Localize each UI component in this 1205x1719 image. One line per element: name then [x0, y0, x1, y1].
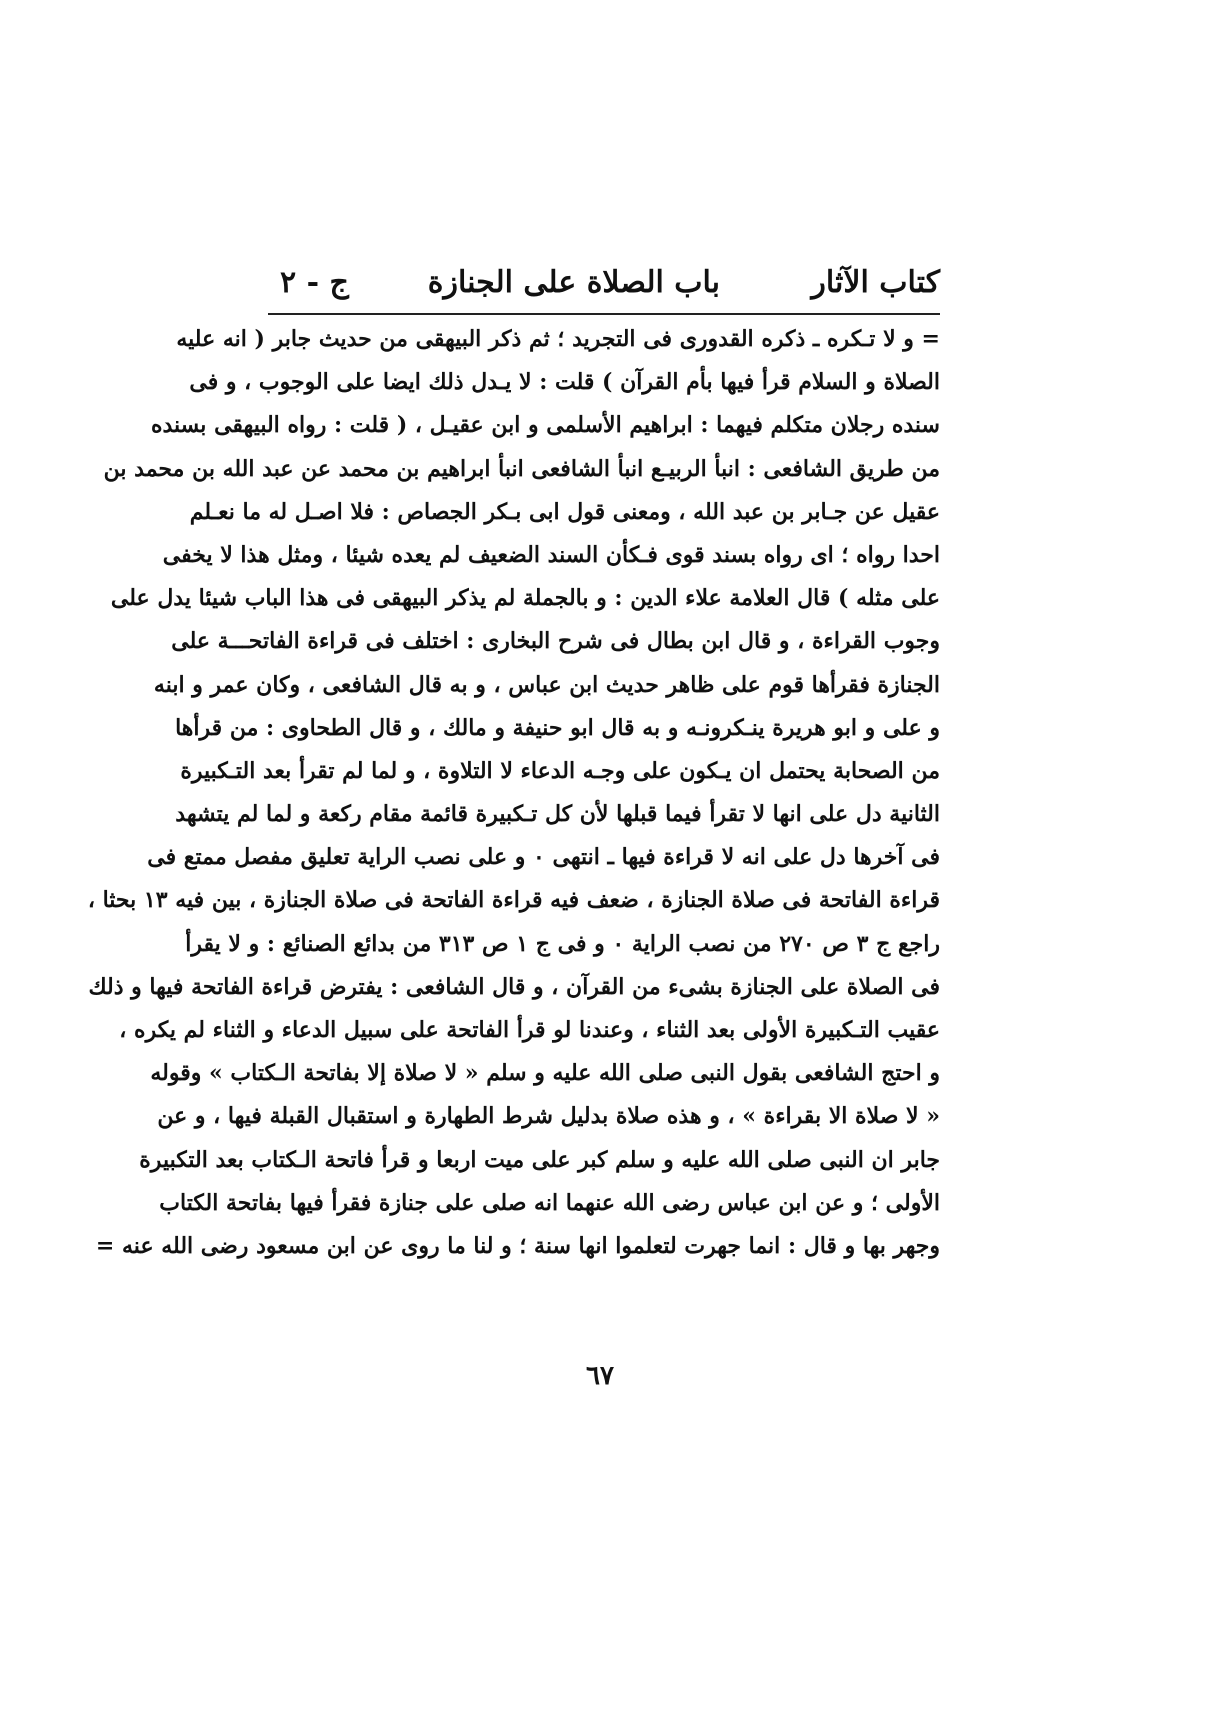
- text-line: عقيب التـكبيرة الأولى بعد الثناء ، وعندنا لو قرأ الفاتحة على سبيل الدعاء و الثناء لم يكره ،: [119, 1017, 940, 1043]
- text-line: عقيل عن جـابر بن عبد الله ، ومعنى قول ابى بـكر الجصاص : فلا اصـل له ما نعـلم: [189, 498, 940, 525]
- text-line: الثانية دل على انها لا تقرأ فيما قبلها لأن كل تـكبيرة قائمة مقام ركعة و لما لم يتشهد: [175, 801, 940, 828]
- text-line: على مثله ) قال العلامة علاء الدين : و بالجملة لم يذكر البيهقى فى هذا الباب شيئا يدل على: [110, 585, 940, 612]
- text-line: راجع ج ٣ ص ٢٧٠ من نصب الراية ٠ و فى ج ١ ص ٣١٣ من بدائع الصنائع : و لا يقرأ: [185, 930, 940, 957]
- text-line: الأولى ؛ و عن ابن عباس رضى الله عنهما انه صلى على جنازة فقرأ فيها بفاتحة الكتاب: [159, 1189, 940, 1216]
- body-text: [87, 318, 940, 1268]
- book-title: كتاب الآثار: [811, 265, 940, 300]
- text-line: الجنازة فقرأها قوم على ظاهر حديث ابن عباس ، و به قال الشافعى ، وكان عمر و ابنه: [153, 671, 940, 698]
- text-line: جابر ان النبى صلى الله عليه و سلم كبر على ميت اربعا و قرأ فاتحة الـكتاب بعد التكبيرة: [139, 1146, 940, 1173]
- volume-number: ج - ٢: [280, 265, 349, 300]
- text-line: قراءة الفاتحة فى صلاة الجنازة ، ضعف فيه قراءة الفاتحة فى صلاة الجنازة ، بين فيه ١٣ بحثا ،: [87, 887, 940, 914]
- text-line: وجوب القراءة ، و قال ابن بطال فى شرح البخارى : اختلف فى قراءة الفاتحـــة على: [171, 628, 940, 655]
- header-divider: [268, 313, 940, 315]
- text-line: احدا رواه ؛ اى رواه بسند قوى فـكأن السند الضعيف لم يعده شيئا ، ومثل هذا لا يخفى: [162, 541, 940, 568]
- text-line: فى الصلاة على الجنازة بشىء من القرآن ، و قال الشافعى : يفترض قراءة الفاتحة فيها و ذلك: [88, 973, 940, 1000]
- text-line: من طريق الشافعى : انبأ الربيـع انبأ الشافعى انبأ ابراهيم بن محمد عن عبد الله بن محمد بن: [103, 455, 940, 482]
- text-line: من الصحابة يحتمل ان يـكون على وجـه الدعاء لا التلاوة ، و لما لم تقرأ بعد التـكبيرة: [180, 757, 940, 784]
- page-number: ٦٧: [586, 1361, 614, 1391]
- text-line: و احتج الشافعى بقول النبى صلى الله عليه و سلم « لا صلاة إلا بفاتحة الـكتاب » وقوله: [150, 1060, 940, 1087]
- text-line: فى آخرها دل على انه لا قراءة فيها ـ انتهى ٠ و على نصب الراية تعليق مفصل ممتع فى: [147, 844, 940, 871]
- chapter-title: باب الصلاة على الجنازة: [427, 265, 720, 300]
- text-line: و على و ابو هريرة ينـكرونـه و به قال ابو حنيفة و مالك ، و قال الطحاوى : من قرأها: [175, 714, 940, 741]
- text-line: « لا صلاة الا بقراءة » ، و هذه صلاة بدليل شرط الطهارة و استقبال القبلة فيها ، و عن: [157, 1103, 940, 1130]
- running-header: [270, 258, 940, 308]
- text-line: سنده رجلان متكلم فيهما : ابراهيم الأسلمى و ابن عقيـل ، ( قلت : رواه البيهقى بسنده: [150, 412, 940, 439]
- text-line: وجهر بها و قال : انما جهرت لتعلموا انها سنة ؛ و لنا ما روى عن ابن مسعود رضى الله عنه =: [95, 1232, 940, 1259]
- text-line: الصلاة و السلام قرأ فيها بأم القرآن ) قلت : لا يـدل ذلك ايضا على الوجوب ، و فى: [189, 369, 940, 396]
- text-line: = و لا تـكره ـ ذكره القدورى فى التجريد ؛ ثم ذكر البيهقى من حديث جابر ( انه عليه: [176, 326, 940, 352]
